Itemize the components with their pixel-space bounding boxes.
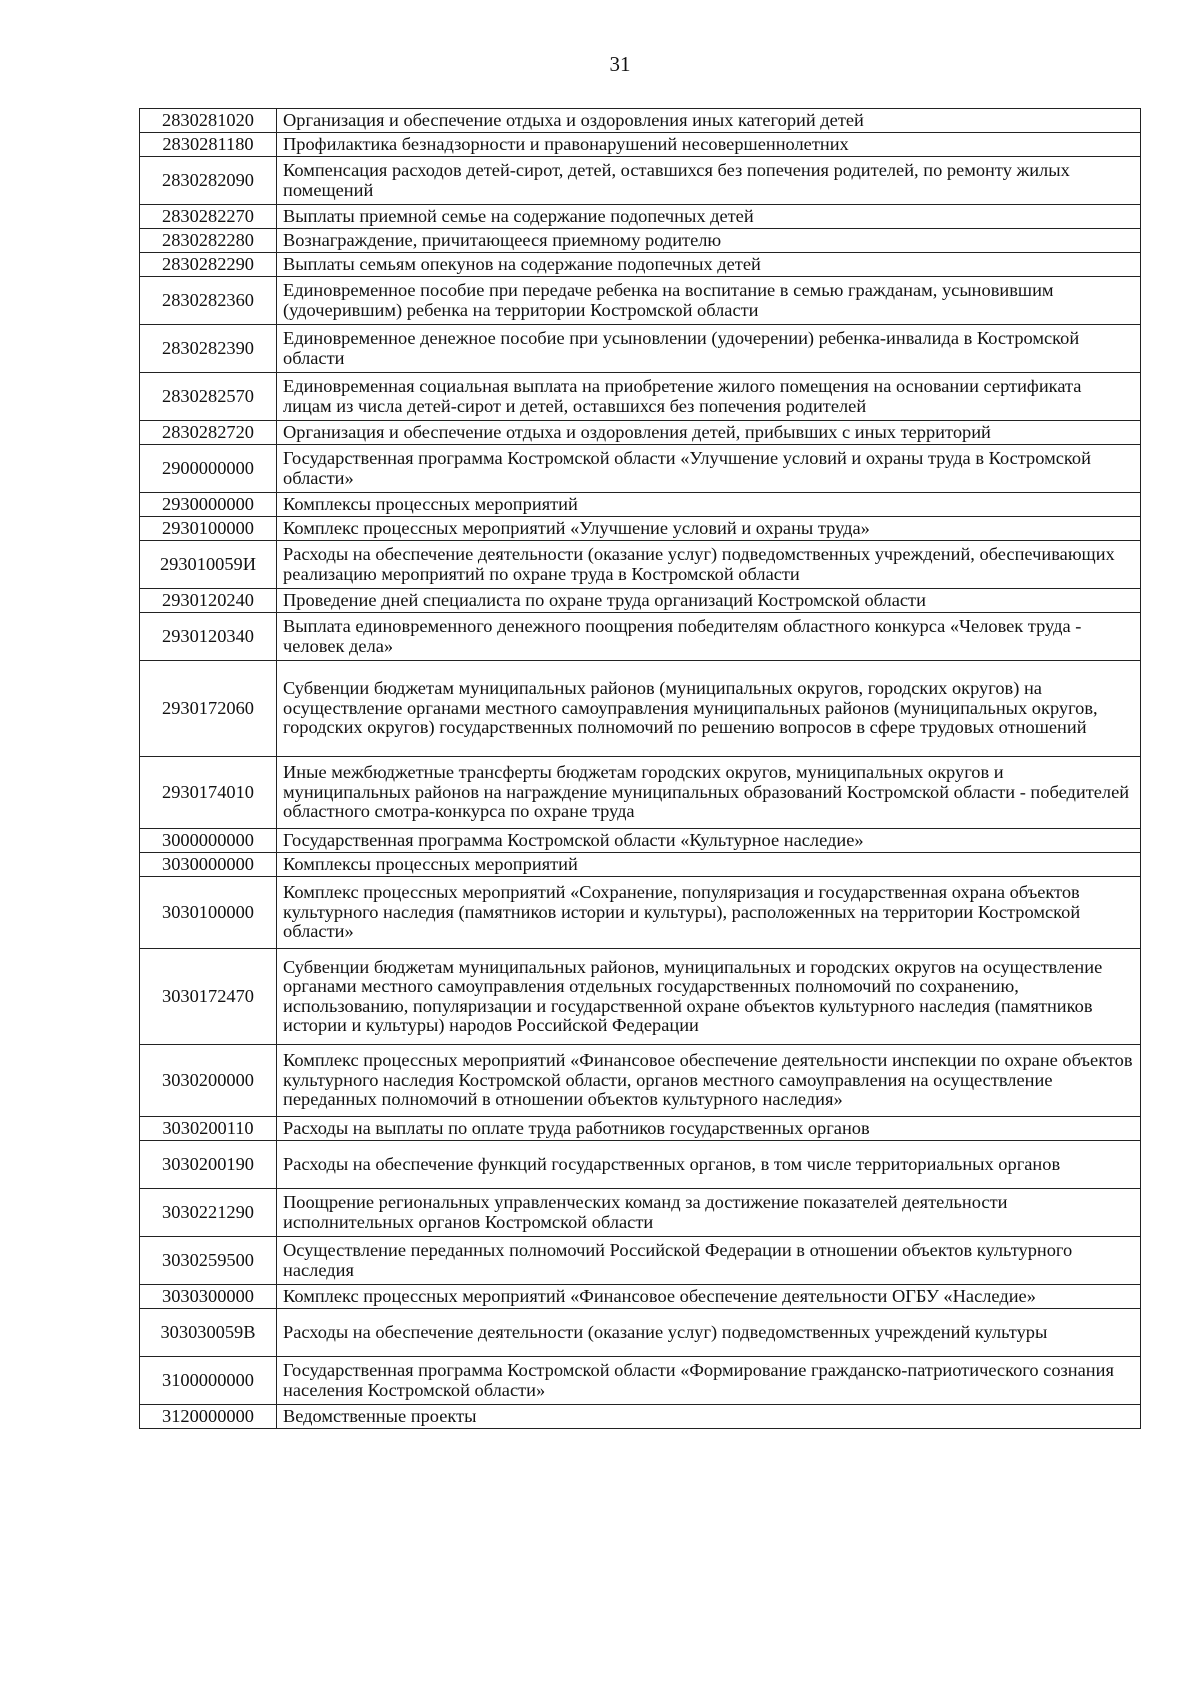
- table-row: [140, 421, 1141, 445]
- row-code-cell: 2830281180: [140, 133, 277, 157]
- table-row: [140, 1117, 1141, 1141]
- table-row: [140, 1357, 1141, 1405]
- table-row: [140, 949, 1141, 1045]
- row-name-cell: Расходы на обеспечение функций государственных органов, в том числе территориальных органов: [277, 1141, 1141, 1189]
- row-code-cell: 3100000000: [140, 1357, 277, 1405]
- table-row: [140, 253, 1141, 277]
- table-row: [140, 1189, 1141, 1237]
- row-name-cell: Организация и обеспечение отдыха и оздоровления детей, прибывших с иных территорий: [277, 421, 1141, 445]
- row-code-cell: 2930172060: [140, 661, 277, 757]
- row-name-cell: Вознаграждение, причитающееся приемному родителю: [277, 229, 1141, 253]
- row-code-cell: 2930174010: [140, 757, 277, 829]
- row-name-cell: Субвенции бюджетам муниципальных районов, муниципальных и городских округов на осуществление органами местного самоуправления отдельных государственных полномочий по сохранению, использованию, популяризации и государственной охране объектов культурного наследия (памятников истории и культуры) народов Российской Федерации: [277, 949, 1141, 1045]
- table-row: [140, 1405, 1141, 1429]
- row-code-cell: 2830282720: [140, 421, 277, 445]
- row-code-cell: 2930000000: [140, 493, 277, 517]
- table-row: [140, 877, 1141, 949]
- row-code-cell: 3030200000: [140, 1045, 277, 1117]
- row-code-cell: 3030100000: [140, 877, 277, 949]
- table-row: [140, 613, 1141, 661]
- row-code-cell: 2830281020: [140, 109, 277, 133]
- row-code-cell: 3030200190: [140, 1141, 277, 1189]
- row-name-cell: Комплекс процессных мероприятий «Улучшение условий и охраны труда»: [277, 517, 1141, 541]
- row-name-cell: Расходы на обеспечение деятельности (оказание услуг) подведомственных учреждений, обеспечивающих реализацию мероприятий по охране труда в Костромской области: [277, 541, 1141, 589]
- row-code-cell: 2830282290: [140, 253, 277, 277]
- row-name-cell: Единовременное пособие при передаче ребенка на воспитание в семью гражданам, усыновившим (удочерившим) ребенка на территории Костромской области: [277, 277, 1141, 325]
- row-code-cell: 3030221290: [140, 1189, 277, 1237]
- row-name-cell: Расходы на выплаты по оплате труда работников государственных органов: [277, 1117, 1141, 1141]
- row-code-cell: 2830282360: [140, 277, 277, 325]
- row-name-cell: Выплаты семьям опекунов на содержание подопечных детей: [277, 253, 1141, 277]
- row-name-cell: Иные межбюджетные трансферты бюджетам городских округов, муниципальных округов и муниципальных районов на награждение муниципальных образований Костромской области - победителей областного смотра-конкурса по охране труда: [277, 757, 1141, 829]
- row-code-cell: 2830282270: [140, 205, 277, 229]
- row-name-cell: Государственная программа Костромской области «Улучшение условий и охраны труда в Костромской области»: [277, 445, 1141, 493]
- row-name-cell: Комплекс процессных мероприятий «Сохранение, популяризация и государственная охрана объектов культурного наследия (памятников истории и культуры), расположенных на территории Костромской области»: [277, 877, 1141, 949]
- row-code-cell: 2830282280: [140, 229, 277, 253]
- row-name-cell: Осуществление переданных полномочий Российской Федерации в отношении объектов культурного наследия: [277, 1237, 1141, 1285]
- budget-code-table: [139, 108, 1141, 1429]
- table-row: [140, 373, 1141, 421]
- row-code-cell: 2930120340: [140, 613, 277, 661]
- row-code-cell: 2900000000: [140, 445, 277, 493]
- row-code-cell: 3030172470: [140, 949, 277, 1045]
- row-name-cell: Комплекс процессных мероприятий «Финансовое обеспечение деятельности ОГБУ «Наследие»: [277, 1285, 1141, 1309]
- row-name-cell: Проведение дней специалиста по охране труда организаций Костромской области: [277, 589, 1141, 613]
- table-row: [140, 1141, 1141, 1189]
- row-code-cell: 3030259500: [140, 1237, 277, 1285]
- table-row: [140, 517, 1141, 541]
- row-name-cell: Поощрение региональных управленческих команд за достижение показателей деятельности исполнительных органов Костромской области: [277, 1189, 1141, 1237]
- row-code-cell: 2930120240: [140, 589, 277, 613]
- table-row: [140, 829, 1141, 853]
- table-row: [140, 1045, 1141, 1117]
- row-name-cell: Единовременная социальная выплата на приобретение жилого помещения на основании сертификата лицам из числа детей-сирот и детей, оставшихся без попечения родителей: [277, 373, 1141, 421]
- row-name-cell: Комплексы процессных мероприятий: [277, 853, 1141, 877]
- table-row: [140, 1237, 1141, 1285]
- row-name-cell: Расходы на обеспечение деятельности (оказание услуг) подведомственных учреждений культуры: [277, 1309, 1141, 1357]
- table-row: [140, 589, 1141, 613]
- row-name-cell: Выплата единовременного денежного поощрения победителям областного конкурса «Человек труда - человек дела»: [277, 613, 1141, 661]
- page-number: 31: [609, 52, 631, 76]
- row-code-cell: 303030059В: [140, 1309, 277, 1357]
- row-name-cell: Комплекс процессных мероприятий «Финансовое обеспечение деятельности инспекции по охране объектов культурного наследия Костромской области, органов местного самоуправления на осуществление переданных полномочий в отношении объектов культурного наследия»: [277, 1045, 1141, 1117]
- row-name-cell: Компенсация расходов детей-сирот, детей, оставшихся без попечения родителей, по ремонту жилых помещений: [277, 157, 1141, 205]
- table-row: [140, 109, 1141, 133]
- table-row: [140, 757, 1141, 829]
- row-code-cell: 3030200110: [140, 1117, 277, 1141]
- row-name-cell: Единовременное денежное пособие при усыновлении (удочерении) ребенка-инвалида в Костромской области: [277, 325, 1141, 373]
- row-code-cell: 2830282570: [140, 373, 277, 421]
- row-name-cell: Субвенции бюджетам муниципальных районов (муниципальных округов, городских округов) на осуществление органами местного самоуправления муниципальных районов (муниципальных округов, городских округов) государственных полномочий по решению вопросов в сфере трудовых отношений: [277, 661, 1141, 757]
- row-code-cell: 3120000000: [140, 1405, 277, 1429]
- table-row: [140, 1309, 1141, 1357]
- table-row: [140, 1285, 1141, 1309]
- table-row: [140, 157, 1141, 205]
- row-code-cell: 2830282090: [140, 157, 277, 205]
- table-row: [140, 277, 1141, 325]
- row-name-cell: Ведомственные проекты: [277, 1405, 1141, 1429]
- row-code-cell: 3030000000: [140, 853, 277, 877]
- table-row: [140, 325, 1141, 373]
- row-code-cell: 3030300000: [140, 1285, 277, 1309]
- row-name-cell: Выплаты приемной семье на содержание подопечных детей: [277, 205, 1141, 229]
- table-row: [140, 541, 1141, 589]
- table-row: [140, 229, 1141, 253]
- row-name-cell: Профилактика безнадзорности и правонарушений несовершеннолетних: [277, 133, 1141, 157]
- table-row: [140, 133, 1141, 157]
- row-code-cell: 3000000000: [140, 829, 277, 853]
- table-body: [140, 109, 1141, 1429]
- row-code-cell: 2830282390: [140, 325, 277, 373]
- table-row: [140, 661, 1141, 757]
- table-row: [140, 853, 1141, 877]
- row-code-cell: 2930100000: [140, 517, 277, 541]
- table-row: [140, 205, 1141, 229]
- row-name-cell: Организация и обеспечение отдыха и оздоровления иных категорий детей: [277, 109, 1141, 133]
- row-name-cell: Комплексы процессных мероприятий: [277, 493, 1141, 517]
- row-name-cell: Государственная программа Костромской области «Культурное наследие»: [277, 829, 1141, 853]
- table-row: [140, 493, 1141, 517]
- row-code-cell: 293010059И: [140, 541, 277, 589]
- table-row: [140, 445, 1141, 493]
- row-name-cell: Государственная программа Костромской области «Формирование гражданско-патриотического сознания населения Костромской области»: [277, 1357, 1141, 1405]
